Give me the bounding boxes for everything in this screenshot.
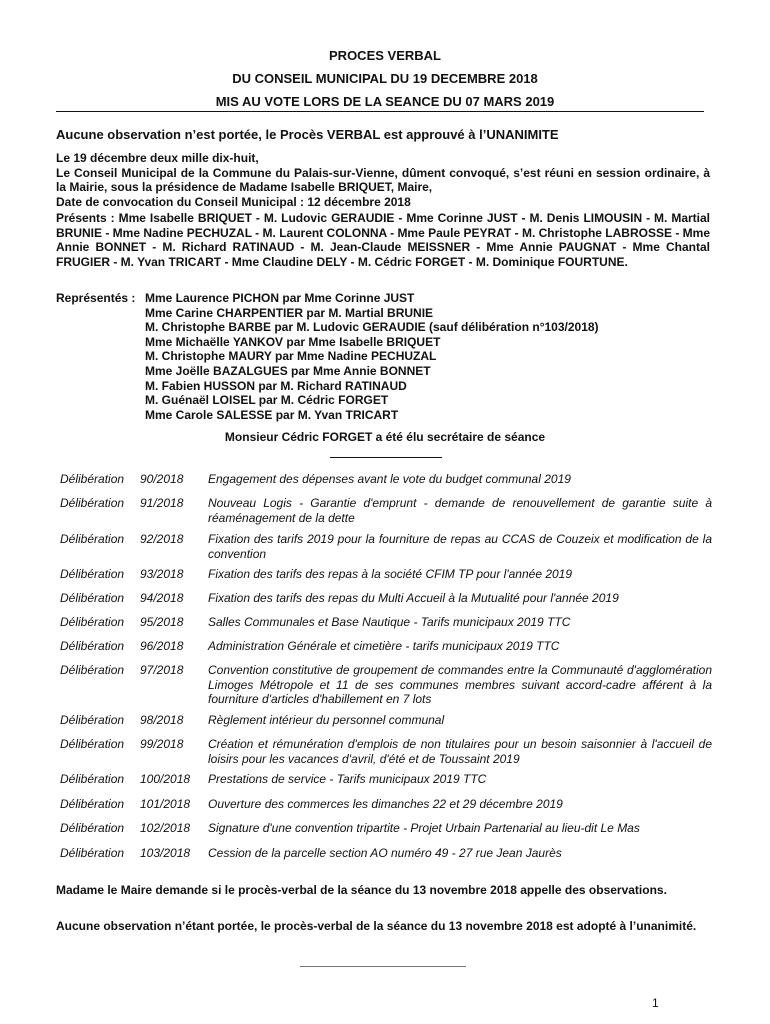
deliberation-title: Cession de la parcelle section AO numéro 49 - 27 rue Jean Jaurès [208,846,562,860]
deliberation-title: Nouveau Logis - Garantie d'emprunt - demande de renouvellement de garantie suite à réaménagement de la dette [208,496,712,525]
deliberation-title: Administration Générale et cimetière - tarifs municipaux 2019 TTC [208,639,560,653]
deliberation-label: Délibération [60,846,125,860]
deliberation-number: 102/2018 [140,821,191,835]
deliberation-title: Convention constitutive de groupement de commandes entre la Communauté d'agglomération Limoges Métropole et 11 de ses communes membres suivant accord-cadre afférent à la fourniture d'articles d'habillement en 7 lots [208,663,712,707]
proxy-item: M. Guénaël LOISEL par M. Cédric FORGET [145,393,389,408]
proxy-item: M. Christophe BARBE par M. Ludovic GERAUDIE (sauf délibération n°103/2018) [145,320,599,335]
proxy-item: M. Fabien HUSSON par M. Richard RATINAUD [145,378,407,393]
end-separator [300,966,466,967]
deliberation-label: Délibération [60,615,125,629]
deliberation-label: Délibération [60,532,125,546]
deliberation-number: 103/2018 [140,846,191,860]
deliberation-number: 98/2018 [140,713,184,727]
deliberation-number: 99/2018 [140,737,184,751]
proxy-item: Mme Michaëlle YANKOV par Mme Isabelle BRIQUET [145,334,441,349]
page-number: 1 [652,996,659,1010]
deliberation-label: Délibération [60,797,125,811]
proxy-item: M. Christophe MAURY par Mme Nadine PECHUZAL [145,349,437,364]
intro-date: Le 19 décembre deux mille dix-huit, [56,151,259,165]
deliberation-title: Salles Communales et Base Nautique - Tarifs municipaux 2019 TTC [208,615,571,629]
proxy-item: Mme Laurence PICHON par Mme Corinne JUST [145,291,415,305]
intro-convocation: Date de convocation du Conseil Municipal : 12 décembre 2018 [56,194,411,209]
deliberation-title: Prestations de service - Tarifs municipaux 2019 TTC [208,772,487,786]
proxy-item: Mme Carole SALESSE par M. Yvan TRICART [145,407,399,422]
deliberation-number: 94/2018 [140,591,184,605]
deliberation-number: 95/2018 [140,615,184,629]
closing-adoption: Aucune observation n’étant portée, le procès-verbal de la séance du 13 novembre 2018 est adopté à l’unanimité. [56,919,697,933]
representes-list [145,291,705,422]
approval-statement: Aucune observation n’est portée, le Procès VERBAL est approuvé à l’UNANIMITE [56,127,559,142]
deliberation-number: 97/2018 [140,663,184,677]
deliberation-title: Création et rémunération d'emplois de non titulaires pour un besoin saisonnier à l'accueil de loisirs pour les vacances d'avril, d'été et de Toussaint 2019 [208,737,712,766]
presents-list: Présents : Mme Isabelle BRIQUET - M. Ludovic GERAUDIE - Mme Corinne JUST - M. Denis LIMOUSIN - M. Martial BRUNIE - Mme Nadine PECHUZAL - M. Laurent COLONNA - Mme Paule PEYRAT - M. Christophe LABROSSE - Mme Annie BONNET - M. Richard RATINAUD - M. Jean-Claude MEISSNER - Mme Annie PAUGNAT - Mme Chantal FRUGIER - M. Yvan TRICART - Mme Claudine DELY - M. Cédric FORGET - M. Dominique FOURTUNE. [56,211,710,269]
deliberation-label: Délibération [60,821,125,835]
deliberation-label: Délibération [60,591,125,605]
deliberation-number: 96/2018 [140,639,184,653]
deliberation-number: 100/2018 [140,772,191,786]
closing-request: Madame le Maire demande si le procès-verbal de la séance du 13 novembre 2018 appelle des observations. [56,883,667,897]
secretary-underline [330,457,442,458]
deliberation-title: Ouverture des commerces les dimanches 22 et 29 décembre 2019 [208,797,563,811]
title-line-2: DU CONSEIL MUNICIPAL DU 19 DECEMBRE 2018 [232,71,538,86]
deliberation-number: 92/2018 [140,532,184,546]
title-line-3: MIS AU VOTE LORS DE LA SEANCE DU 07 MARS 2019 [215,94,555,109]
deliberation-number: 93/2018 [140,567,184,581]
deliberation-title: Fixation des tarifs des repas à la société CFIM TP pour l'année 2019 [208,567,573,581]
title-underline [56,111,704,112]
deliberation-label: Délibération [60,737,125,751]
deliberation-number: 90/2018 [140,472,184,486]
deliberation-label: Délibération [60,472,125,486]
deliberation-title: Engagement des dépenses avant le vote du budget communal 2019 [208,472,571,486]
deliberation-title: Fixation des tarifs des repas du Multi Accueil à la Mutualité pour l'année 2019 [208,591,619,605]
deliberation-title: Signature d'une convention tripartite - Projet Urbain Partenarial au lieu-dit Le Mas [208,821,640,835]
intro-session: Le Conseil Municipal de la Commune du Palais-sur-Vienne, dûment convoqué, s’est réuni en session ordinaire, à la Mairie, sous la présidence de Madame Isabelle BRIQUET, Maire, [56,165,710,195]
deliberation-label: Délibération [60,663,125,677]
deliberation-label: Délibération [60,567,125,581]
secretary-statement: Monsieur Cédric FORGET a été élu secrétaire de séance [224,430,546,444]
intro-block [56,151,710,209]
deliberation-label: Délibération [60,639,125,653]
deliberation-title: Règlement intérieur du personnel communal [208,713,445,727]
proxy-item: Mme Carine CHARPENTIER par M. Martial BRUNIE [145,305,434,320]
deliberation-label: Délibération [60,713,125,727]
deliberation-label: Délibération [60,772,125,786]
deliberation-label: Délibération [60,496,125,510]
representes-label: Représentés : [56,291,136,305]
deliberation-number: 91/2018 [140,496,184,510]
deliberation-number: 101/2018 [140,797,191,811]
deliberation-title: Fixation des tarifs 2019 pour la fourniture de repas au CCAS de Couzeix et modification de la convention [208,532,712,561]
proxy-item: Mme Joëlle BAZALGUES par Mme Annie BONNET [145,363,431,378]
title-line-1: PROCES VERBAL [329,48,441,63]
